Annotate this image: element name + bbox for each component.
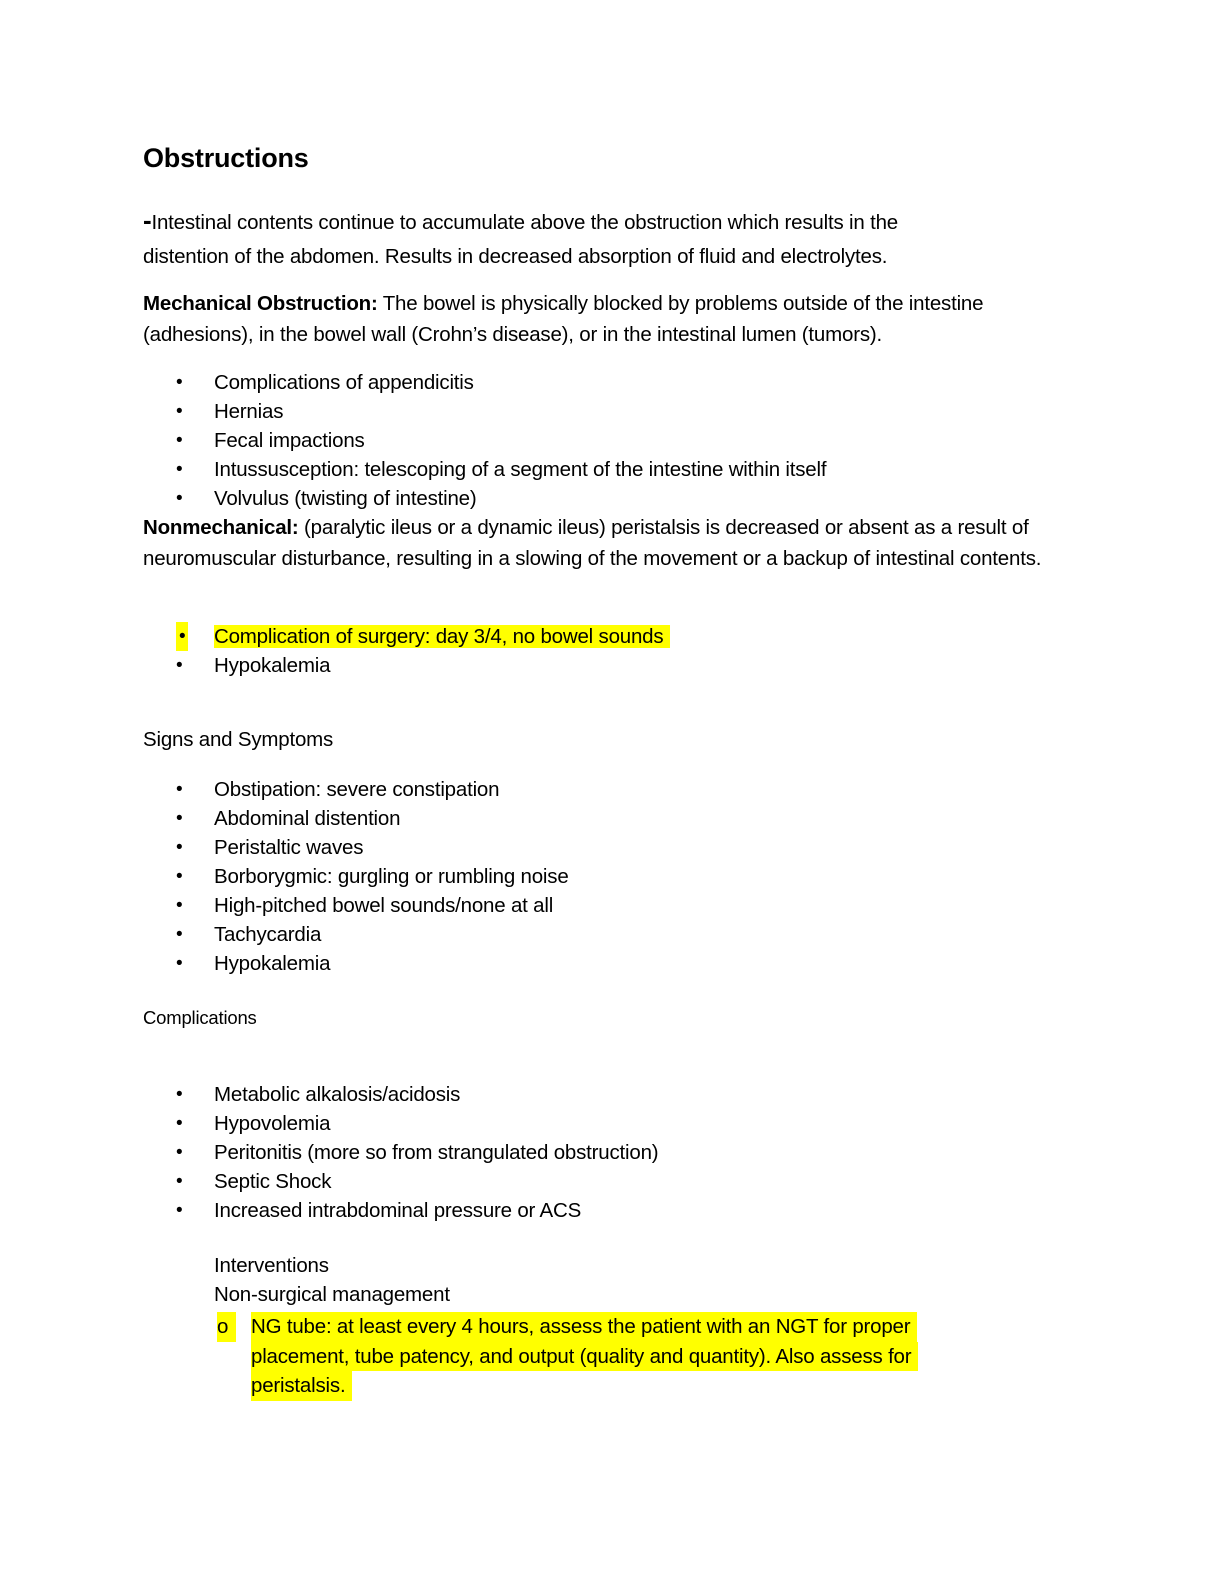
bullet-icon: • (176, 895, 183, 916)
list-item: • Volvulus (twisting of intestine) (143, 484, 826, 513)
list-item: • High-pitched bowel sounds/none at all (143, 891, 569, 920)
nonmechanical-text: (paralytic ileus or a dynamic ileus) peristalsis is decreased or absent as a result of neuromuscular disturbance, resulting in a slowing of the movement or a backup of intestinal contents. (143, 516, 1042, 570)
list-item: • Metabolic alkalosis/acidosis (143, 1080, 658, 1109)
bullet-icon: • (176, 1084, 183, 1105)
list-item: • Septic Shock (143, 1167, 658, 1196)
interventions-heading: Interventions (214, 1254, 329, 1277)
list-item: • Peristaltic waves (143, 833, 569, 862)
page-title: Obstructions (143, 143, 309, 173)
list-item: • Increased intrabdominal pressure or ACS (143, 1196, 658, 1225)
bullet-icon: • (176, 953, 183, 974)
bullet-icon: • (176, 1142, 183, 1163)
list-item: • Abdominal distention (143, 804, 569, 833)
list-item: • Hypovolemia (143, 1109, 658, 1138)
nonmechanical-paragraph (143, 512, 1083, 574)
mechanical-label: Mechanical Obstruction: (143, 292, 378, 315)
bullet-icon: • (176, 459, 183, 480)
complications-heading: Complications (143, 1007, 257, 1028)
bullet-icon: • (176, 1113, 183, 1134)
mechanical-list (143, 368, 826, 513)
bullet-icon: • (176, 372, 183, 393)
list-item-highlighted: • Complication of surgery: day 3/4, no bowel sounds (143, 622, 670, 651)
list-item: • Hypokalemia (143, 949, 569, 978)
ng-line-1: NG tube: at least every 4 hours, assess the patient with an NGT for proper (251, 1312, 917, 1342)
bullet-icon: • (176, 924, 183, 945)
intro-line-2: distention of the abdomen. Results in decreased absorption of fluid and electrolytes. (143, 245, 888, 268)
list-item: • Complications of appendicitis (143, 368, 826, 397)
intro-paragraph (143, 207, 1083, 272)
bullet-icon: • (176, 1200, 183, 1221)
list-item: • Hernias (143, 397, 826, 426)
bullet-icon: • (176, 808, 183, 829)
mechanical-paragraph (143, 288, 1083, 350)
signs-list (143, 775, 569, 978)
ng-line-2: placement, tube patency, and output (quality and quantity). Also assess for (251, 1342, 918, 1372)
intro-line-1: Intestinal contents continue to accumulate above the obstruction which results in the (151, 211, 898, 234)
circle-bullet-icon: o (217, 1312, 236, 1342)
intro-dash: - (143, 205, 152, 235)
bullet-icon: • (176, 655, 183, 676)
bullet-icon: • (176, 779, 183, 800)
ng-tube-item (217, 1312, 1011, 1401)
bullet-icon: • (176, 430, 183, 451)
bullet-icon: • (176, 866, 183, 887)
bullet-icon: • (176, 1171, 183, 1192)
list-item: • Intussusception: telescoping of a segment of the intestine within itself (143, 455, 826, 484)
bullet-icon: • (176, 401, 183, 422)
list-item: • Obstipation: severe constipation (143, 775, 569, 804)
ng-line-3: peristalsis. (251, 1371, 352, 1401)
complications-list (143, 1080, 658, 1225)
bullet-icon: • (176, 622, 188, 651)
signs-heading: Signs and Symptoms (143, 728, 334, 751)
bullet-icon: • (176, 837, 183, 858)
nonmechanical-label: Nonmechanical: (143, 516, 299, 539)
list-item: • Borborygmic: gurgling or rumbling noise (143, 862, 569, 891)
list-item: • Peritonitis (more so from strangulated obstruction) (143, 1138, 658, 1167)
interventions-subheading: Non-surgical management (214, 1283, 450, 1306)
list-item: • Tachycardia (143, 920, 569, 949)
nonmechanical-list (143, 622, 670, 680)
bullet-icon: • (176, 488, 183, 509)
mechanical-text: The bowel is physically blocked by problems outside of the intestine (adhesions), in the bowel wall (Crohn’s disease), or in the intestinal lumen (tumors). (143, 292, 984, 346)
list-item: • Fecal impactions (143, 426, 826, 455)
list-item: • Hypokalemia (143, 651, 670, 680)
